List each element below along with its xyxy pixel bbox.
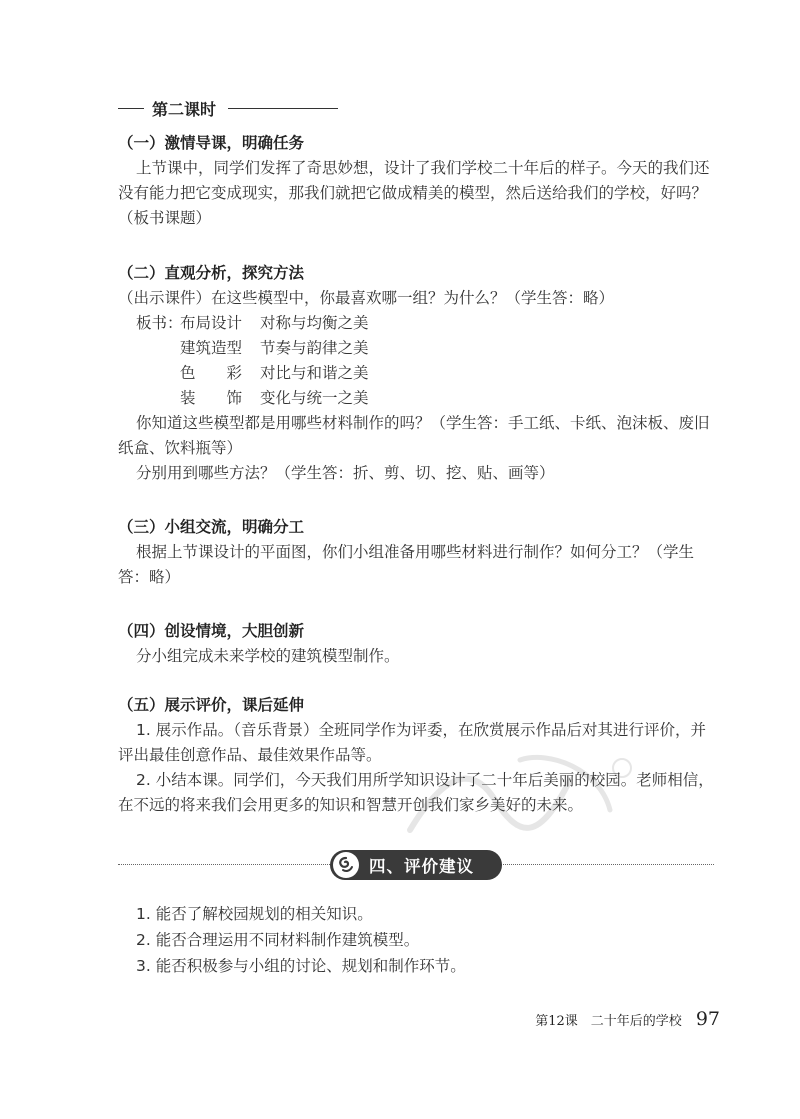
board-meaning: 对比与和谐之美 <box>260 364 369 382</box>
header-rule-right <box>228 108 338 109</box>
section-5 <box>118 692 718 818</box>
evaluation-item: 3. 能否积极参与小组的讨论、规划和制作环节。 <box>136 957 466 975</box>
lesson-header-text: 第二课时 <box>152 99 217 119</box>
evaluation-item: 1. 能否了解校园规划的相关知识。 <box>136 905 373 923</box>
section-2 <box>118 260 718 486</box>
lesson-header <box>118 96 338 120</box>
section-3 <box>118 514 718 590</box>
section-paragraph: 上节课中，同学们发挥了奇思妙想，设计了我们学校二十年后的样子。今天的我们还没有能力把它变成现实，那我们就把它做成精美的模型，然后送给我们的学校，好吗？（板书课题） <box>118 159 710 227</box>
section-title: （一）激情导课，明确任务 <box>118 134 305 152</box>
evaluation-divider <box>118 848 714 882</box>
evaluation-badge <box>330 850 502 880</box>
board-meaning: 变化与统一之美 <box>260 389 369 407</box>
board-meaning: 节奏与韵律之美 <box>260 339 369 357</box>
board-label: 板书： <box>136 314 183 332</box>
section-1 <box>118 130 718 231</box>
evaluation-list <box>136 901 696 979</box>
board-term: 色 彩 <box>180 364 243 382</box>
section-intro: （出示课件）在这些模型中，你最喜欢哪一组？为什么？（学生答：略） <box>118 289 615 307</box>
section-paragraph: 1. 展示作品。（音乐背景）全班同学作为评委，在欣赏展示作品后对其进行评价，并评出最佳创意作品、最佳效果作品等。 <box>118 721 706 764</box>
section-title: （三）小组交流，明确分工 <box>118 518 305 536</box>
section-4 <box>118 618 718 669</box>
board-meaning: 对称与均衡之美 <box>260 314 369 332</box>
section-paragraph: 分小组完成未来学校的建筑模型制作。 <box>136 647 400 665</box>
board-term: 布局设计 <box>180 314 243 332</box>
section-paragraph: 根据上节课设计的平面图，你们小组准备用哪些材料进行制作？如何分工？（学生答：略） <box>118 543 695 586</box>
blackboard-notes <box>118 311 718 411</box>
section-paragraph: 你知道这些模型都是用哪些材料制作的吗？（学生答：手工纸、卡纸、泡沫板、废旧纸盒、饮料瓶等） <box>118 414 710 457</box>
section-title: （五）展示评价，课后延伸 <box>118 696 305 714</box>
swirl-icon <box>333 852 359 878</box>
page-footer <box>510 1006 720 1032</box>
section-paragraph: 分别用到哪些方法？（学生答：折、剪、切、挖、贴、画等） <box>136 464 555 482</box>
header-rule-left <box>118 108 144 109</box>
evaluation-item: 2. 能否合理运用不同材料制作建筑模型。 <box>136 931 420 949</box>
board-term: 装 饰 <box>180 389 243 407</box>
board-term: 建筑造型 <box>180 339 243 357</box>
evaluation-title: 四、评价建议 <box>369 857 474 876</box>
section-title: （二）直观分析，探究方法 <box>118 264 305 282</box>
footer-lesson-label: 第12课 二十年后的学校 <box>535 1013 682 1029</box>
section-paragraph: 2. 小结本课。同学们，今天我们用所学知识设计了二十年后美丽的校园。老师相信，在不远的将来我们会用更多的知识和智慧开创我们家乡美好的未来。 <box>118 771 714 814</box>
section-title: （四）创设情境，大胆创新 <box>118 622 305 640</box>
page-number: 97 <box>695 1008 720 1030</box>
